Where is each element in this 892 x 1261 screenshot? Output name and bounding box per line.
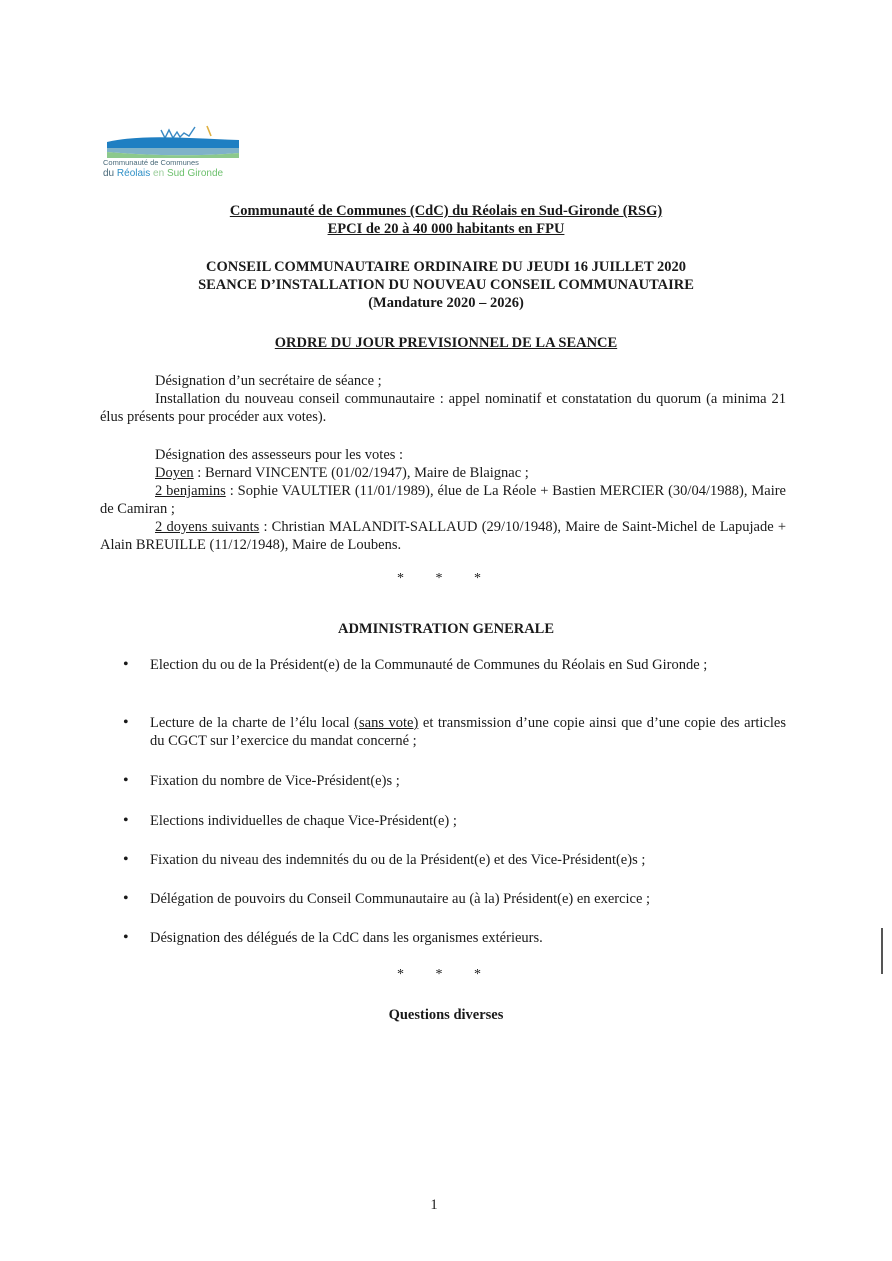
logo-line2: du Réolais en Sud Gironde [103, 168, 224, 179]
list-item: • Elections individuelles de chaque Vice-Président(e) ; [118, 812, 786, 830]
org-title: Communauté de Communes (CdC) du Réolais en Sud-Gironde (RSG) [229, 203, 663, 219]
admin-list [118, 890, 786, 908]
epci-subtitle: EPCI de 20 à 40 000 habitants en FPU [327, 221, 565, 237]
session-title: SEANCE D’INSTALLATION DU NOUVEAU CONSEIL COMMUNAUTAIRE [198, 277, 694, 293]
separator-stars: * * * [397, 967, 495, 982]
list-item: • Lecture de la charte de l’élu local (sans vote) et transmission d’une copie ainsi que d’une copie des articles du CGCT sur l’exercice du mandat concerné ; [118, 714, 786, 750]
separator-stars: * * * [397, 571, 495, 586]
admin-list [118, 929, 786, 947]
assessors-heading: Désignation des assesseurs pour les votes : [155, 447, 404, 463]
admin-list [118, 812, 786, 830]
list-item: • Désignation des délégués de la CdC dans les organismes extérieurs. [118, 929, 786, 947]
list-item: • Fixation du nombre de Vice-Président(e)s ; [118, 772, 786, 790]
admin-list [118, 851, 786, 869]
admin-list [118, 714, 786, 750]
agenda-title: ORDRE DU JOUR PREVISIONNEL DE LA SEANCE [274, 335, 618, 351]
installation-text: Installation du nouveau conseil communautaire : appel nominatif et constatation du quorum (a minima 21 élus présents pour procéder aux votes). [100, 391, 786, 425]
doyen-line: Doyen : Bernard VINCENTE (01/02/1947), Maire de Blaignac ; [155, 465, 529, 481]
list-item: • Fixation du niveau des indemnités du ou de la Président(e) et des Vice-Président(e)s ; [118, 851, 786, 869]
list-item: • Election du ou de la Président(e) de la Communauté de Communes du Réolais en Sud Gironde ; [118, 656, 786, 674]
admin-list [118, 772, 786, 790]
benjamins-label: 2 benjamins [155, 483, 226, 499]
scan-edge-mark [881, 928, 883, 974]
list-item: • Délégation de pouvoirs du Conseil Communautaire au (à la) Président(e) en exercice ; [118, 890, 786, 908]
questions-diverses: Questions diverses [388, 1007, 504, 1023]
secretary-designation: Désignation d’un secrétaire de séance ; [155, 373, 382, 389]
doyens-label: 2 doyens suivants [155, 519, 260, 535]
admin-section-title: ADMINISTRATION GENERALE [337, 621, 555, 637]
page-number: 1 [430, 1197, 438, 1213]
doyen-label: Doyen [155, 465, 194, 481]
benjamins-line: 2 benjamins : Sophie VAULTIER (11/01/1989), élue de La Réole + Bastien MERCIER (30/04/1988), Maire de Camiran ; [100, 483, 786, 517]
admin-list [118, 656, 786, 674]
doyens-suivants-line: 2 doyens suivants : Christian MALANDIT-SALLAUD (29/10/1948), Maire de Saint-Michel de Lapujade + Alain BREUILLE (11/12/1948), Maire de Loubens. [100, 519, 787, 553]
meeting-title: CONSEIL COMMUNAUTAIRE ORDINAIRE DU JEUDI 16 JUILLET 2020 [205, 259, 687, 275]
logo-line1: Communauté de Communes [103, 158, 199, 167]
mandate-period: (Mandature 2020 – 2026) [368, 295, 524, 311]
